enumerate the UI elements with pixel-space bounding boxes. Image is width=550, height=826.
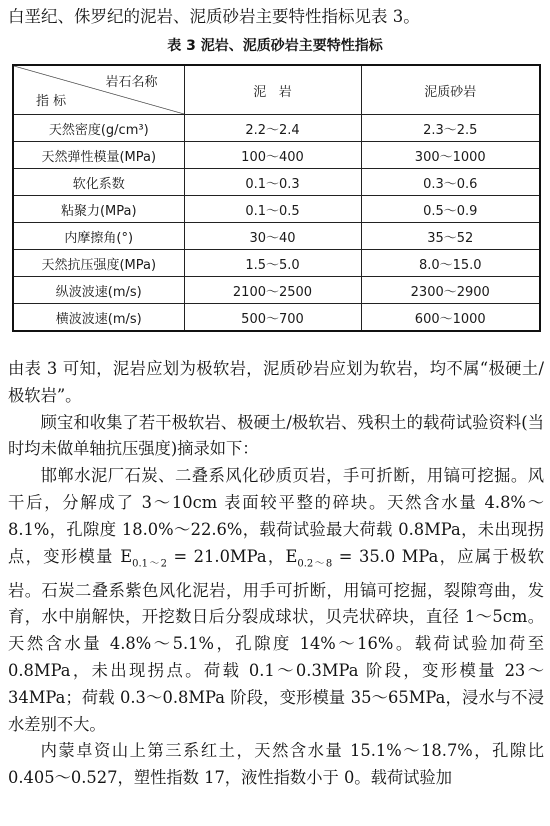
- cell-sandstone: 0.3～0.6: [361, 169, 540, 196]
- body-text: [8, 356, 544, 792]
- cell-mudstone: 500～700: [184, 304, 361, 332]
- cell-mudstone: 100～400: [184, 142, 361, 169]
- row-label: 内摩擦角(°): [13, 223, 184, 250]
- handan-text-c: = 35.0 MPa，应属于极软岩。石炭二叠系紫色风化泥岩，用手可折断，用镐可挖掘，裂隙弯曲，发育，水中崩解快，开挖数日后分裂成球状，贝壳状碎块，直径 1～5cm。天然含水量 4.8%～5.1%，孔隙度 14%～16%。载荷试验加荷至 0.8MPa，未出现拐点。荷载 0.1～0.3MPa 阶段，变形模量 23～34MPa；荷载 0.3～0.8MPa 阶段，变形模量 35～65MPa，浸水与不浸水差别不大。: [8, 546, 544, 734]
- cell-sandstone: 0.5～0.9: [361, 196, 540, 223]
- cell-sandstone: 600～1000: [361, 304, 540, 332]
- table-row: [13, 250, 540, 277]
- cell-mudstone: 30～40: [184, 223, 361, 250]
- table-caption: 表 3 泥岩、泥质砂岩主要特性指标: [167, 38, 383, 54]
- cell-sandstone: 2.3～2.5: [361, 115, 540, 142]
- row-label: 横波波速(m/s): [13, 304, 184, 332]
- row-label: 软化系数: [13, 169, 184, 196]
- table-row: [13, 277, 540, 304]
- cell-sandstone: 2300～2900: [361, 277, 540, 304]
- table-row: [13, 142, 540, 169]
- table-row: [13, 169, 540, 196]
- header-indicator: 指 标: [36, 94, 67, 109]
- row-label: 纵波波速(m/s): [13, 277, 184, 304]
- cell-sandstone: 300～1000: [361, 142, 540, 169]
- paragraph-handan: [8, 463, 544, 738]
- table-row: [13, 223, 540, 250]
- diagonal-header-cell: [13, 65, 184, 115]
- handan-text-b: = 21.0MPa，E: [167, 546, 298, 566]
- handan-text-a: 邯郸水泥厂石炭、二叠系风化砂质页岩，手可折断，用镐可挖掘。风干后，分解成了 3～10cm 表面较平整的碎块。天然含水量 4.8%～8.1%，孔隙度 18.0%～22.6%，载荷试验最大荷载 0.8MPa，未出现拐点，变形模量 E: [8, 466, 544, 566]
- cell-mudstone: 1.5～5.0: [184, 250, 361, 277]
- row-label: 粘聚力(MPa): [13, 196, 184, 223]
- cell-sandstone: 8.0～15.0: [361, 250, 540, 277]
- cell-sandstone: 35～52: [361, 223, 540, 250]
- table-row: [13, 304, 540, 332]
- paragraph-collection: 顾宝和收集了若干极软岩、极硬土/极软岩、残积土的载荷试验资料(当时均未做单轴抗压强度)摘录如下：: [8, 412, 544, 459]
- table-row: [13, 196, 540, 223]
- header-rock-name: 岩石名称: [105, 75, 158, 90]
- subscript-2: 0.2～8: [297, 557, 333, 569]
- row-label: 天然抗压强度(MPa): [13, 250, 184, 277]
- cell-mudstone: 0.1～0.3: [184, 169, 361, 196]
- cell-mudstone: 2.2～2.4: [184, 115, 361, 142]
- table-row: [13, 115, 540, 142]
- header-muddy-sandstone: 泥质砂岩: [361, 65, 540, 115]
- row-label: 天然弹性模量(MPa): [13, 142, 184, 169]
- paragraph-inner-mongolia: 内蒙卓资山上第三系红土，天然含水量 15.1%～18.7%，孔隙比 0.405～0.527，塑性指数 17，液性指数小于 0。载荷试验加: [8, 741, 544, 788]
- cell-mudstone: 0.1～0.5: [184, 196, 361, 223]
- header-mudstone: 泥 岩: [184, 65, 361, 115]
- cell-mudstone: 2100～2500: [184, 277, 361, 304]
- properties-table: [12, 64, 541, 332]
- paragraph-conclusion: 由表 3 可知，泥岩应划为极软岩，泥质砂岩应划为软岩，均不属“极硬土/极软岩”。: [8, 359, 544, 405]
- intro-line: 白垩纪、侏罗纪的泥岩、泥质砂岩主要特性指标见表 3。: [8, 7, 420, 26]
- table-header-row: [13, 65, 540, 115]
- row-label: 天然密度(g/cm³): [13, 115, 184, 142]
- subscript-1: 0.1～2: [132, 557, 168, 569]
